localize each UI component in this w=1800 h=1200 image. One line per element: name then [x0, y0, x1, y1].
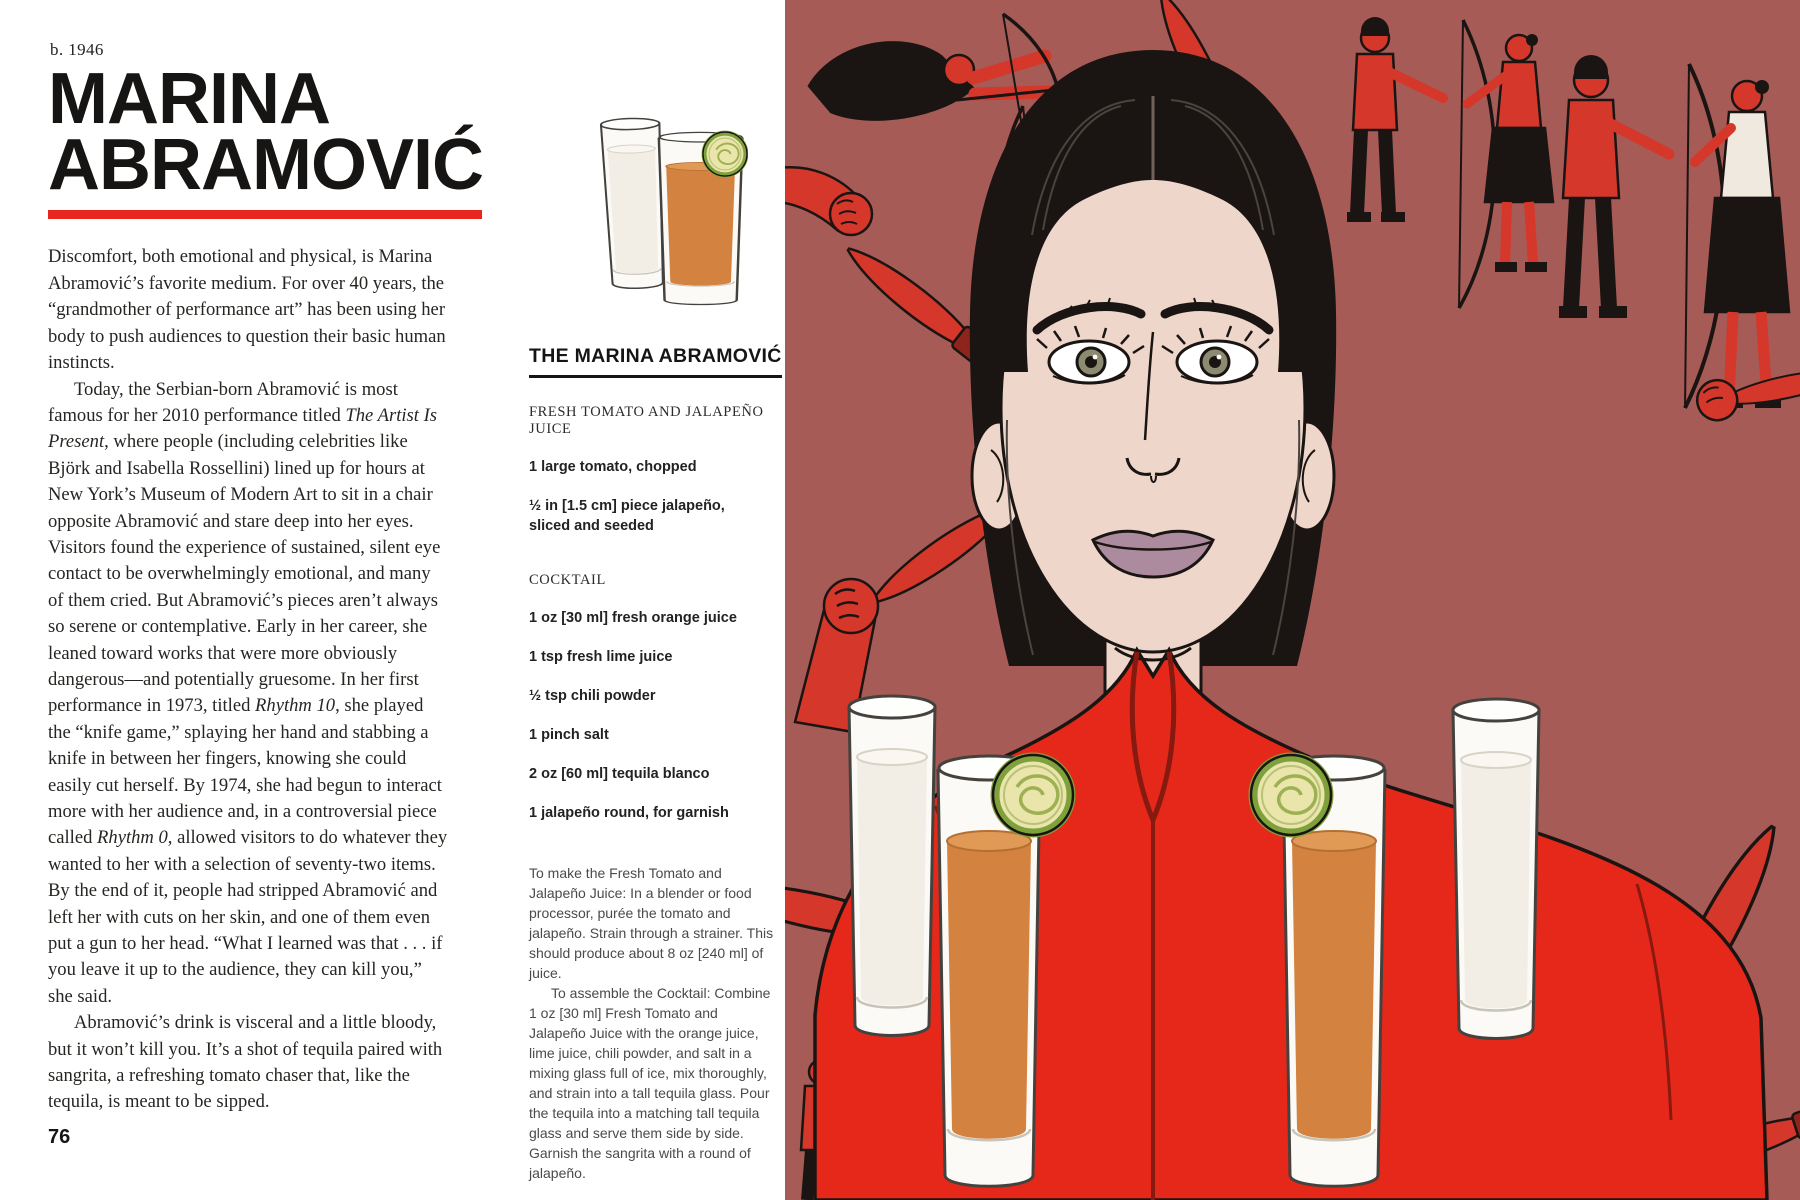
article-body	[48, 244, 449, 1115]
page-number: 76	[48, 1126, 71, 1148]
paragraph-1: Discomfort, both emotional and physical, is Marina Abramović’s favorite medium. For over 40 years, the “grandmother of performance art” has been using her body to push audiences to question their basic human instincts.	[48, 246, 446, 374]
juice-section-label: FRESH TOMATO AND JALAPEÑO JUICE	[529, 404, 764, 437]
jalapeno-garnish-right	[1251, 755, 1331, 835]
birth-year: b. 1946	[50, 40, 104, 59]
cocktail-section-label: COCKTAIL	[529, 572, 606, 588]
instructions-paragraph-2: To assemble the Cocktail: Combine 1 oz [30 ml] Fresh Tomato and Jalapeño Juice with the orange juice, lime juice, chili powder, and salt in a mixing glass full of ice, mix thoroughly, and strain into a tall tequila glass. Pour the tequila into a matching tall tequila glass and serve them side by side. Garnish the sangrita with a round of jalapeño.	[529, 985, 771, 1181]
ingredient: 1 oz [30 ml] fresh orange juice	[529, 610, 737, 626]
ingredient: 1 pinch salt	[529, 727, 609, 743]
ingredient: ½ tsp chili powder	[529, 688, 656, 704]
lime-wheel-garnish-small	[703, 132, 747, 176]
recipe-column	[529, 345, 787, 1183]
tequila-glass-small	[601, 118, 668, 289]
article-column	[48, 40, 483, 1116]
paragraph-3: Abramović’s drink is visceral and a little bloody, but it won’t kill you. It’s a shot of tequila paired with sangrita, a refreshing tomato chaser that, like the tequila, is meant to be sipped.	[48, 1012, 443, 1113]
ingredient: 1 jalapeño round, for garnish	[529, 805, 729, 821]
recipe-title: THE MARINA ABRAMOVIĆ	[529, 345, 782, 378]
paragraph-2: Today, the Serbian-born Abramović is most famous for her 2010 performance titled The Artist Is Present, where people (including celebrities like Björk and Isabella Rossellini) lined up for hours at New York’s Museum of Modern Art to sit in a chair opposite Abramović and stare deep into her eyes. Visitors found the experience of sustained, silent eye contact to be overwhelmingly emotional, and many of them cried. But Abramović’s pieces aren’t always so serene or contemplative. Early in her career, she leaned toward works that were more obviously dangerous—and potentially gruesome. In her first performance in 1973, titled Rhythm 10, she played the “knife game,” splaying her hand and stabbing a knife in between her fingers, knowing she could easily cut herself. By 1974, she had begun to interact more with her audience and, in a controversial piece called Rhythm 0, allowed visitors to do whatever they wanted to her with a selection of seventy-two items. By the end of it, people had stripped Abramović and left her with cuts on her skin, and one of them even put a gun to her head. “What I learned was that . . . if you leave it up to the audience, they can kill you,” she said.	[48, 378, 448, 1007]
title-underline	[48, 210, 482, 219]
tequila-glass-left	[849, 696, 935, 1036]
recipe-instructions	[529, 863, 775, 1183]
tequila-glass-right	[1453, 699, 1539, 1039]
ingredient: ½ in [1.5 cm] piece jalapeño, sliced and seeded	[529, 498, 725, 534]
jalapeno-garnish-left	[993, 755, 1073, 835]
ingredient: 1 large tomato, chopped	[529, 459, 697, 475]
marina-abramovic-portrait-illustration	[785, 0, 1800, 1200]
title-line-1: MARINA	[48, 59, 330, 139]
ingredient: 2 oz [60 ml] tequila blanco	[529, 766, 710, 782]
shot-glasses-spot-illustration	[598, 110, 748, 308]
page-title	[48, 59, 483, 206]
title-line-2: ABRAMOVIĆ	[48, 125, 483, 206]
ingredient: 1 tsp fresh lime juice	[529, 649, 673, 665]
instructions-paragraph-1: To make the Fresh Tomato and Jalapeño Juice: In a blender or food processor, purée the tomato and jalapeño. Strain through a strainer. This should produce about 8 oz [240 ml] of juice.	[529, 865, 774, 981]
